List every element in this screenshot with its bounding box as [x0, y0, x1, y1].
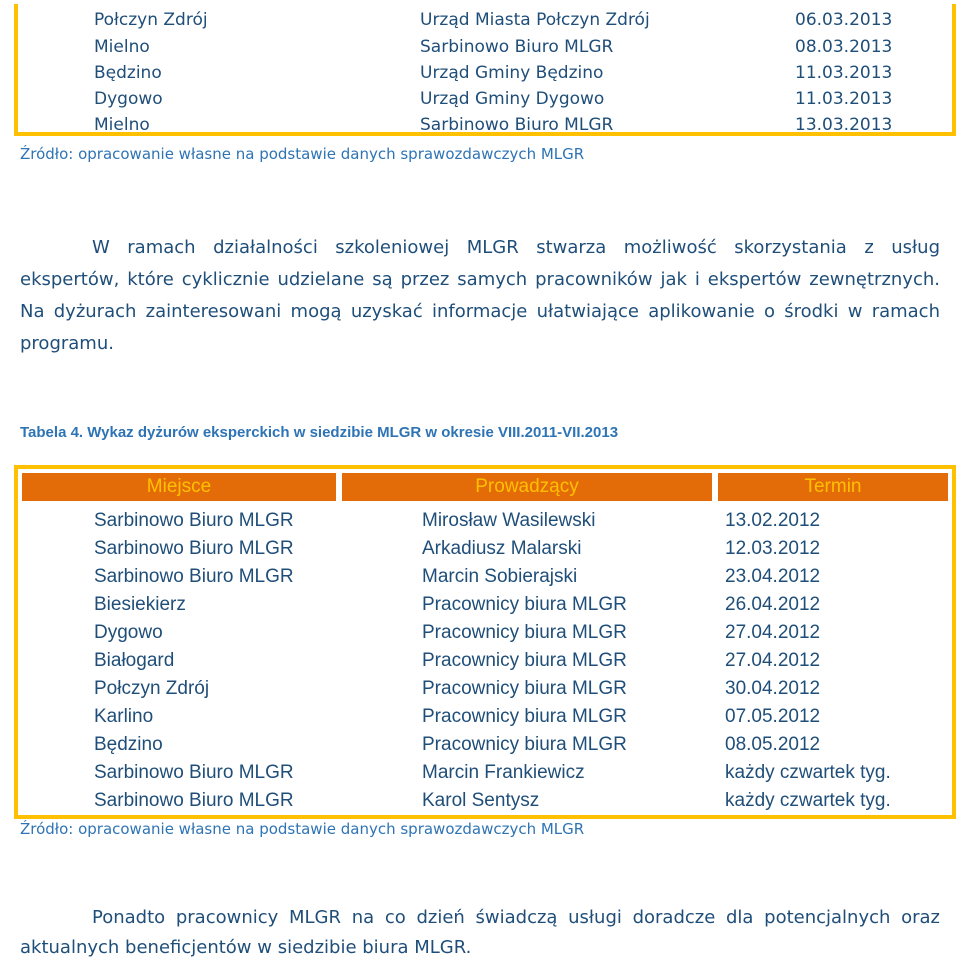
- table-row: [18, 86, 952, 112]
- table-cell: Arkadiusz Malarski: [422, 538, 582, 559]
- table-cell: Urząd Gminy Będzino: [420, 63, 604, 83]
- table-cell: Mielno: [94, 115, 150, 135]
- table-row: [18, 34, 952, 60]
- paragraph-line: programu.: [20, 333, 114, 354]
- table-cell: 13.03.2013: [795, 115, 893, 135]
- table-cell: Sarbinowo Biuro MLGR: [420, 115, 614, 135]
- paragraph-line: Na dyżurach zainteresowani mogą uzyskać informacje ułatwiające aplikowanie o środki w ramach: [20, 301, 940, 322]
- table-cell: Sarbinowo Biuro MLGR: [94, 566, 294, 587]
- table-cell: 30.04.2012: [725, 678, 821, 699]
- table-row: [18, 507, 952, 535]
- table-row: [18, 759, 952, 787]
- table-cell: każdy czwartek tyg.: [725, 762, 891, 783]
- table-cell: Sarbinowo Biuro MLGR: [94, 790, 294, 811]
- table-cell: 23.04.2012: [725, 566, 821, 587]
- table-cell: Sarbinowo Biuro MLGR: [94, 510, 294, 531]
- table-cell: Pracownicy biura MLGR: [422, 678, 627, 699]
- table-cell: Urząd Gminy Dygowo: [420, 89, 605, 109]
- table-cell: Białogard: [94, 650, 175, 671]
- table-cell: Pracownicy biura MLGR: [422, 706, 627, 727]
- table-row: [18, 112, 952, 138]
- table-cell: 08.05.2012: [725, 734, 821, 755]
- paragraph-line: aktualnych beneficjentów w siedzibie biura MLGR.: [20, 937, 472, 958]
- table-cell: 07.05.2012: [725, 706, 821, 727]
- column-header-prowadzacy: Prowadzący: [342, 473, 712, 501]
- table-cell: 13.02.2012: [725, 510, 821, 531]
- table-row: [18, 731, 952, 759]
- table-row: [18, 591, 952, 619]
- table-cell: 26.04.2012: [725, 594, 821, 615]
- table-cell: 08.03.2013: [795, 37, 893, 57]
- table-cell: Dygowo: [94, 89, 163, 109]
- table-cell: Pracownicy biura MLGR: [422, 650, 627, 671]
- table-cell: 27.04.2012: [725, 622, 821, 643]
- table-cell: Biesiekierz: [94, 594, 186, 615]
- top-table: [14, 4, 956, 136]
- table-cell: Karol Sentysz: [422, 790, 540, 811]
- table-cell: 12.03.2012: [725, 538, 821, 559]
- table-cell: Marcin Frankiewicz: [422, 762, 585, 783]
- table-cell: Pracownicy biura MLGR: [422, 594, 627, 615]
- column-header-miejsce: Miejsce: [22, 473, 336, 501]
- table-cell: każdy czwartek tyg.: [725, 790, 891, 811]
- table-cell: Pracownicy biura MLGR: [422, 622, 627, 643]
- table-cell: Urząd Miasta Połczyn Zdrój: [420, 10, 650, 30]
- table-row: [18, 619, 952, 647]
- source-note: Źródło: opracowanie własne na podstawie danych sprawozdawczych MLGR: [20, 145, 585, 163]
- table-cell: Sarbinowo Biuro MLGR: [94, 538, 294, 559]
- table-row: [18, 647, 952, 675]
- table-cell: Połczyn Zdrój: [94, 678, 210, 699]
- table-cell: Karlino: [94, 706, 154, 727]
- table-cell: Połczyn Zdrój: [94, 10, 208, 30]
- table-row: [18, 563, 952, 591]
- experts-table: [14, 465, 956, 819]
- table-cell: 06.03.2013: [795, 10, 893, 30]
- paragraph-line: ekspertów, które cyklicznie udzielane są przez samych pracowników jak i ekspertów zewnętrznych.: [20, 269, 940, 290]
- paragraph-line: Ponadto pracownicy MLGR na co dzień świadczą usługi doradcze dla potencjalnych oraz: [92, 907, 940, 928]
- table-cell: Marcin Sobierajski: [422, 566, 578, 587]
- table-row: [18, 787, 952, 815]
- table-cell: Sarbinowo Biuro MLGR: [420, 37, 614, 57]
- table-row: [18, 703, 952, 731]
- table-cell: Pracownicy biura MLGR: [422, 734, 627, 755]
- table-cell: 27.04.2012: [725, 650, 821, 671]
- table-caption: Tabela 4. Wykaz dyżurów eksperckich w siedzibie MLGR w okresie VIII.2011-VII.2013: [20, 424, 619, 441]
- table-row: [18, 675, 952, 703]
- source-note: Źródło: opracowanie własne na podstawie danych sprawozdawczych MLGR: [20, 820, 585, 838]
- table-cell: Dygowo: [94, 622, 163, 643]
- table-row: [18, 535, 952, 563]
- table-cell: Mielno: [94, 37, 150, 57]
- table-cell: 11.03.2013: [795, 63, 893, 83]
- table-cell: Będzino: [94, 63, 162, 83]
- paragraph: [20, 232, 940, 372]
- paragraph-line: W ramach działalności szkoleniowej MLGR stwarza możliwość skorzystania z usług: [92, 237, 940, 258]
- table-row: [18, 60, 952, 86]
- table-cell: Mirosław Wasilewski: [422, 510, 596, 531]
- paragraph: [20, 902, 940, 962]
- column-header-termin: Termin: [718, 473, 948, 501]
- table-row: [18, 7, 952, 33]
- table-cell: 11.03.2013: [795, 89, 893, 109]
- table-cell: Sarbinowo Biuro MLGR: [94, 762, 294, 783]
- table-cell: Będzino: [94, 734, 163, 755]
